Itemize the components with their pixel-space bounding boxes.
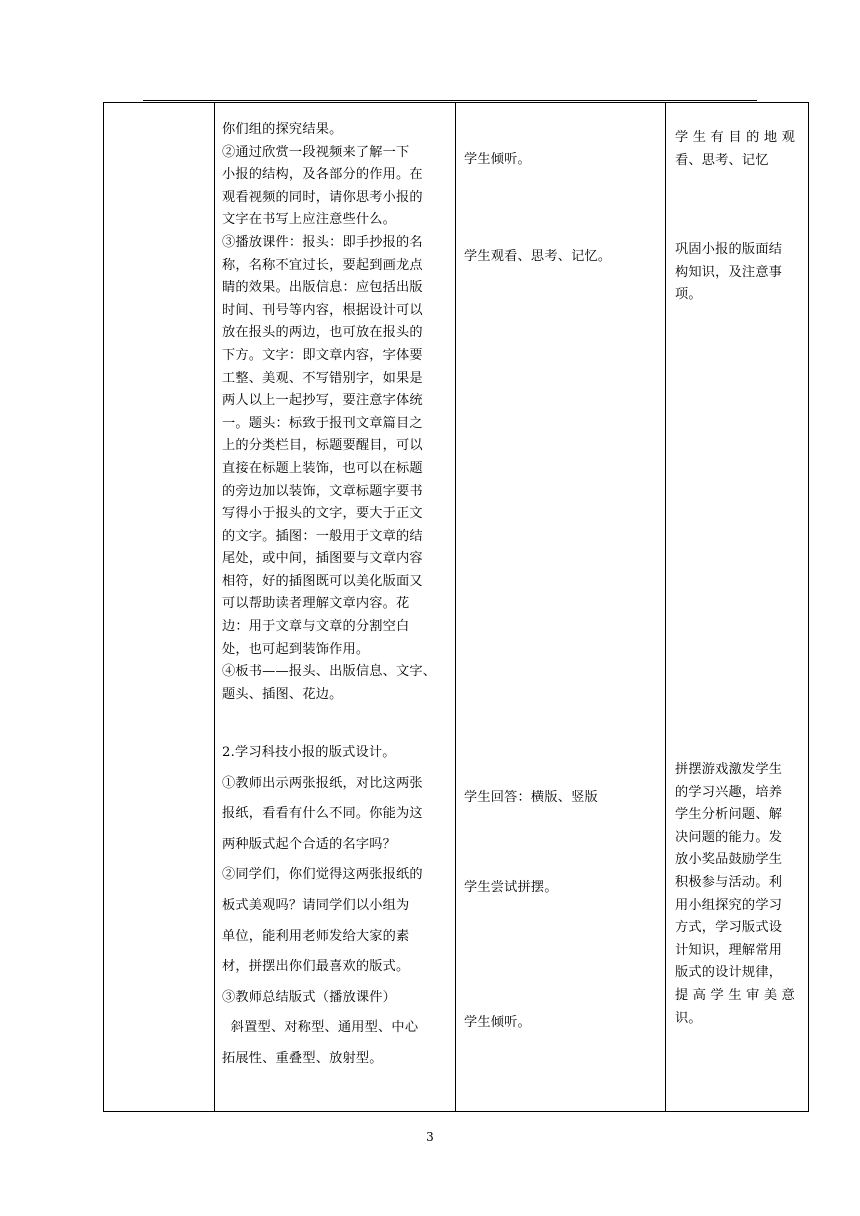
text-line: 观看视频的同时，请你思考小报的 <box>222 189 423 205</box>
text-line: 工整、美观、不写错别字，如果是 <box>222 370 423 386</box>
design-intent-block-1 <box>675 127 795 172</box>
text-line: 边：用于文章与文章的分割空白 <box>222 619 410 635</box>
design-intent-block-2 <box>675 239 782 307</box>
text-line: 两人以上一起抄写，要注意字体统 <box>222 393 423 409</box>
text-line: 尾处，或中间，插图要与文章内容 <box>222 551 423 567</box>
text-line: 上的分类栏目，标题要醒目，可以 <box>222 438 423 454</box>
text-line: 报纸，看看有什么不同。你能为这 <box>222 806 423 822</box>
teacher-activity-block-2 <box>222 738 423 1075</box>
text-line: 学生倾听。 <box>464 152 531 167</box>
text-line: 计知识，理解常用 <box>675 942 783 958</box>
text-line: 的学习兴趣，培养 <box>675 784 783 800</box>
text-line: 相符，好的插图既可以美化版面又 <box>222 573 423 589</box>
text-line: 方式，学习版式设 <box>675 920 783 936</box>
text-line: ②同学们，你们觉得这两张报纸的 <box>222 867 423 883</box>
student-activity-a <box>464 148 531 167</box>
text-line: 下方。文字：即文章内容，字体要 <box>222 347 423 363</box>
text-line: 放小奖品鼓励学生 <box>675 852 783 868</box>
text-line: 写得小于报头的文字，要大于正文 <box>222 506 423 522</box>
header-rule <box>143 100 757 101</box>
text-line: 看、思考、记忆 <box>675 152 769 168</box>
column-divider-2 <box>455 103 456 1111</box>
text-line: 斜置型、对称型、通用型、中心 <box>222 1020 419 1036</box>
text-line: 学生分析问题、解 <box>675 807 783 823</box>
text-line: 学 生 有 目 的 地 观 <box>675 130 796 145</box>
text-line: 用小组探究的学习 <box>675 897 783 913</box>
text-line: 巩固小报的版面结 <box>675 242 783 257</box>
student-activity-c <box>464 786 598 805</box>
text-line: 处，也可起到装饰作用。 <box>222 641 370 657</box>
text-line: 学生回答：横版、竖版 <box>464 790 598 805</box>
design-intent-block-3 <box>675 759 795 1030</box>
column-divider-3 <box>665 103 666 1111</box>
text-line: 材，拼摆出你们最喜欢的版式。 <box>222 959 410 975</box>
text-line: 题头、插图、花边。 <box>222 686 343 702</box>
teacher-activity-block-1 <box>222 119 436 706</box>
student-activity-e <box>464 1011 531 1030</box>
text-line: 两种版式起个合适的名字吗？ <box>222 836 397 852</box>
text-line: 板式美观吗？请同学们以小组为 <box>222 897 410 913</box>
text-line: 一。题头：标致于报刊文章篇目之 <box>222 415 423 431</box>
text-line: 2.学习科技小报的版式设计。 <box>222 745 396 760</box>
text-line: 时间、刊号等内容，根据设计可以 <box>222 302 423 318</box>
student-activity-b <box>464 245 611 264</box>
text-line: 项。 <box>675 287 702 303</box>
text-line: 积极参与活动。利 <box>675 874 783 890</box>
text-line: 单位，能利用老师发给大家的素 <box>222 928 410 944</box>
text-line: 放在报头的两边，也可放在报头的 <box>222 325 423 341</box>
text-line: 的文字。插图：一般用于文章的结 <box>222 528 423 544</box>
text-line: 称，名称不宜过长，要起到画龙点 <box>222 257 423 273</box>
lesson-table <box>103 102 809 1112</box>
text-line: 版式的设计规律， <box>675 965 783 981</box>
text-line: 学生尝试拼摆。 <box>464 880 558 895</box>
text-line: 小报的结构，及各部分的作用。在 <box>222 167 423 183</box>
text-line: ④板书——报头、出版信息、文字、 <box>222 664 437 680</box>
text-line: 你们组的探究结果。 <box>222 122 343 137</box>
text-line: ③教师总结版式（播放课件） <box>222 989 397 1005</box>
text-line: 睛的效果。出版信息：应包括出版 <box>222 280 423 296</box>
text-line: ②通过欣赏一段视频来了解一下 <box>222 144 410 160</box>
text-line: 可以帮助读者理解文章内容。花 <box>222 596 410 612</box>
text-line: 直接在标题上装饰，也可以在标题 <box>222 460 423 476</box>
text-line: 拓展性、重叠型、放射型。 <box>222 1050 383 1066</box>
page-number: 3 <box>426 1130 434 1144</box>
text-line: 决问题的能力。发 <box>675 829 783 845</box>
text-line: 学生观看、思考、记忆。 <box>464 249 612 264</box>
text-line: 构知识，及注意事 <box>675 264 783 280</box>
column-divider-1 <box>214 103 215 1111</box>
text-line: 识。 <box>675 1010 702 1026</box>
text-line: ③播放课件：报头：即手抄报的名 <box>222 234 423 250</box>
text-line: 文字在书写上应注意些什么。 <box>222 212 397 228</box>
text-line: 提 高 学 生 审 美 意 <box>675 987 796 1003</box>
text-line: 拼摆游戏激发学生 <box>675 762 783 777</box>
text-line: 学生倾听。 <box>464 1015 531 1030</box>
text-line: 的旁边加以装饰，文章标题字要书 <box>222 483 423 499</box>
text-line: ①教师出示两张报纸，对比这两张 <box>222 775 423 791</box>
student-activity-d <box>464 876 558 895</box>
